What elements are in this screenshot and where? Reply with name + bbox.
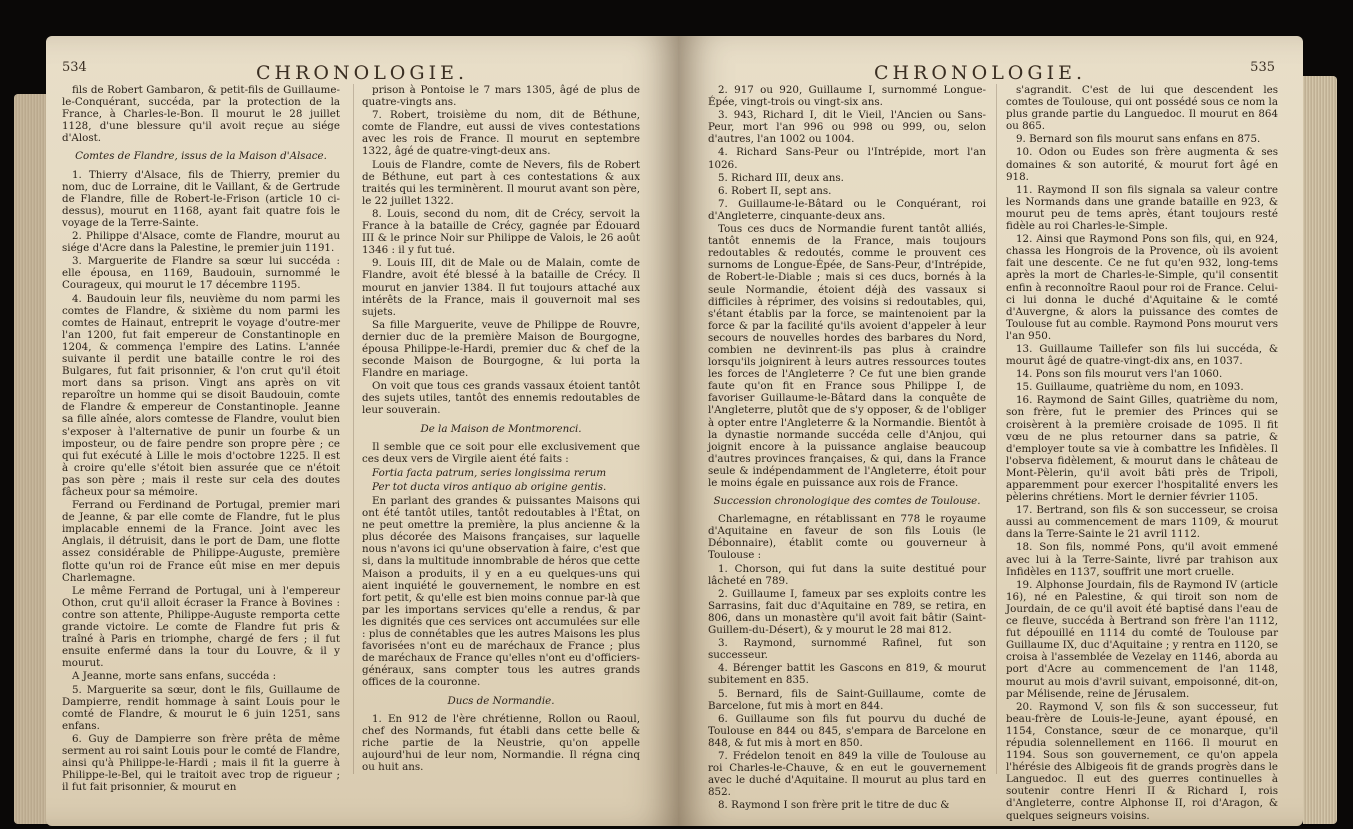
paragraph: 19. Alphonse Jourdain, fils de Raymond IV (article 16), né en Palestine, & qui tiroit son nom de Jourdain, de ce qu'il avoit été baptisé dans l'eau de ce fleuve, succéda à Bertrand son frère l'an 1112, fut dépouillé en 1114 du comté de Toulouse par Guillaume IX, duc d'Aquitaine ; y rentra en 1120, se croisa à l'assemblée de Vezelay en 1146, aborda au port d'Acre au commencement de l'an 1148, mourut au mois d'avril suivant, empoisonné, dit-on, par Mélisende, reine de Jérusalem. — [1006, 578, 1278, 700]
right-column-2 — [1006, 84, 1278, 823]
paragraph: Ferrand ou Ferdinand de Portugal, premier mari de Jeanne, & par elle comte de Flandre, fut le plus implacable ennemi de la France. Joint avec les Anglais, il détruisit, dans le port de Dam, une flotte assez considérable de Philippe-Auguste, première flotte qu'un roi de France eût mise en mer depuis Charlemagne. — [62, 499, 340, 584]
paragraph: 5. Marguerite sa sœur, dont le fils, Guillaume de Dampierre, rendit hommage à saint Louis pour le comté de Flandre, & mourut le 6 juin 1251, sans enfans. — [62, 683, 340, 732]
verse-quote: Per tot ducta viros antiquo ab origine gentis. — [372, 480, 607, 493]
paragraph: Louis de Flandre, comte de Nevers, fils de Robert de Béthune, eut part à ces contestations & aux traités qui les terminèrent. Il mourut avant son père, le 22 juillet 1322. — [362, 158, 640, 207]
paragraph: En parlant des grandes & puissantes Maisons qui ont été tantôt utiles, tantôt redoutables à l'État, on ne peut omettre la première, la plus ancienne & la plus décorée des Maisons françaises, sur laquelle nous n'avons ici qu'une observation à faire, c'est que si, dans la multitude innombrable de héros que cette Maison a produits, il y en a eu quelques-uns qui aient inquiété le gouvernement, le nombre en est fort petit, & qu'elle est bien moins connue par-là que par les importans services qu'elle a rendus, & par les dignités que ces services ont accumulées sur elle : plus de connétables que les autres Maisons les plus favorisées n'ont eu de maréchaux de France ; plus de maréchaux de France qu'elles n'ont eu d'officiers-généraux, sans compter tous les autres grands offices de la couronne. — [362, 495, 640, 689]
paragraph: 15. Guillaume, quatrième du nom, en 1093. — [1016, 381, 1244, 394]
paragraph: 3. 943, Richard I, dit le Vieil, l'Ancien ou Sans-Peur, mort l'an 996 ou 998 ou 999, ou, selon d'autres, l'an 1002 ou 1004. — [708, 109, 986, 146]
column-divider — [996, 84, 997, 774]
paragraph: 7. Frédelon tenoit en 849 la ville de Toulouse au roi Charles-le-Chauve, & en eut le gouvernement avec le duché d'Aquitaine. Il mourut au plus tard en 852. — [708, 749, 986, 799]
paragraph: 4. Bérenger battit les Gascons en 819, & mourut subitement en 835. — [708, 662, 986, 687]
paragraph: 1. En 912 de l'ère chrétienne, Rollon ou Raoul, chef des Normands, fut établi dans cette belle & riche partie de la Neustrie, qu'on appelle aujourd'hui de leur nom, Normandie. Il régna cinq ou huit ans. — [362, 712, 640, 773]
paragraph: 4. Baudouin leur fils, neuvième du nom parmi les comtes de Flandre, & sixième du nom parmi les comtes de Hainaut, entreprit le voyage d'outre-mer l'an 1200, fut fait empereur de Constantinople en 1204, & commença l'empire des Latins. L'année suivante il perdit une bataille contre le roi des Bulgares, fut fait prisonnier, & l'on crut qu'il étoit mort dans sa prison. Vingt ans après on vit reparoître un homme qui se disoit Baudouin, comte de Flandre & empereur de Constantinople. Jeanne sa fille aînée, alors comtesse de Flandre, voulut bien s'exposer à l'alternative de punir un fourbe & un imposteur, ou de faire pendre son propre père ; ce qui fut exécuté à Lille le mois d'octobre 1225. Il est à croire qu'elle s'étoit bien assurée que ce n'étoit pas son père ; mais il reste sur cela des doutes fâcheux pour sa mémoire. — [62, 292, 340, 498]
paragraph: 2. Philippe d'Alsace, comte de Flandre, mourut au siége d'Acre dans la Palestine, le premier juin 1191. — [62, 230, 340, 255]
right-page-edges — [1303, 76, 1337, 824]
paragraph: 12. Ainsi que Raymond Pons son fils, qui, en 924, chassa les Hongrois de la Provence, où ils avoient fait une descente. Ce ne fut qu'en 932, long-tems après la mort de Charles-le-Simple, qu'il consentit enfin à reconnoître Raoul pour roi de France. Celui-ci lui donna le duché d'Aquitaine & le comté d'Auvergne, & alors la puissance des comtes de Toulouse fut au comble. Raymond Pons mourut vers l'an 950. — [1006, 233, 1278, 342]
paragraph: 6. Guy de Dampierre son frère prêta de même serment au roi saint Louis pour le comté de Flandre, ainsi qu'à Philippe-le-Hardi ; mais il fit la guerre à Philippe-le-Bel, qui le traitoit avec trop de rigueur ; il fut fait prisonnier, & mourut en — [62, 732, 340, 794]
left-column-1 — [62, 84, 340, 794]
section-heading: Ducs de Normandie. — [447, 694, 555, 707]
paragraph: 6. Robert II, sept ans. — [718, 184, 832, 197]
open-book — [14, 36, 1337, 826]
paragraph: 17. Bertrand, son fils & son successeur, se croisa aussi au commencement de mars 1109, & mourut dans la Terre-Sainte le 21 avril 1112. — [1006, 504, 1278, 541]
paragraph: 2. 917 ou 920, Guillaume I, surnommé Longue-Épée, vingt-trois ou vingt-six ans. — [708, 84, 986, 109]
right-running-head: CHRONOLOGIE. — [874, 62, 1086, 84]
section-heading: Succession chronologique des comtes de Toulouse. — [713, 495, 981, 508]
left-column-2 — [362, 84, 640, 774]
paragraph: Le même Ferrand de Portugal, uni à l'empereur Othon, crut qu'il alloit écraser la France à Bovines : contre son attente, Philippe-Auguste remporta cette grande victoire. Le comte de Flandre fut pris & traîné à Paris en triomphe, chargé de fers ; il fut ensuite enfermé dans la tour du Louvre, & il y mourut. — [62, 584, 340, 670]
right-page — [678, 36, 1303, 826]
paragraph: 14. Pons son fils mourut vers l'an 1060. — [1016, 368, 1223, 381]
paragraph: 11. Raymond II son fils signala sa valeur contre les Normands dans une grande bataille en 923, & mourut peu de tems après, étant toujours resté fidèle au roi Charles-le-Simple. — [1006, 183, 1278, 233]
section-heading: Comtes de Flandre, issus de la Maison d'Alsace. — [75, 150, 327, 163]
paragraph: s'agrandit. C'est de lui que descendent les comtes de Toulouse, qui ont possédé sous ce nom la plus grande partie du Languedoc. Il mourut en 864 ou 865. — [1006, 84, 1278, 133]
paragraph: 3. Marguerite de Flandre sa sœur lui succéda : elle épousa, en 1169, Baudouin, surnommé le Courageux, qui mourut le 17 décembre 1195. — [62, 255, 340, 292]
paragraph: 13. Guillaume Taillefer son fils lui succéda, & mourut âgé de quatre-vingt-dix ans, en 1037. — [1006, 342, 1278, 368]
paragraph: 16. Raymond de Saint Gilles, quatrième du nom, son frère, fut le premier des Princes qui se croisèrent à la première croisade de 1095. Il fit vœu de ne plus retourner dans sa patrie, & d'employer toute sa vie à combattre les Infidèles. Il l'observa fidèlement, & mourut dans le château de Mont-Pèlerin, qu'il avoit bâti près de Tripoli, apparemment pour exercer l'hospitalité envers les pèlerins chrétiens. Mort le dernier février 1105. — [1006, 394, 1278, 504]
paragraph: 9. Bernard son fils mourut sans enfans en 875. — [1016, 133, 1261, 146]
paragraph: 4. Richard Sans-Peur ou l'Intrépide, mort l'an 1026. — [708, 146, 986, 171]
paragraph: 8. Raymond I son frère prit le titre de duc & — [718, 799, 950, 812]
left-running-head: CHRONOLOGIE. — [256, 62, 468, 84]
paragraph: 10. Odon ou Eudes son frère augmenta & ses domaines & son autorité, & mourut fort âgé en 918. — [1006, 146, 1278, 183]
left-page — [46, 36, 680, 826]
left-page-number: 534 — [62, 60, 87, 75]
paragraph: On voit que tous ces grands vassaux étoient tantôt des sujets utiles, tantôt des ennemis redoutables de leur souverain. — [362, 380, 640, 417]
paragraph: prison à Pontoise le 7 mars 1305, âgé de plus de quatre-vingts ans. — [362, 84, 640, 109]
paragraph: 3. Raymond, surnommé Rafinel, fut son successeur. — [708, 637, 986, 662]
paragraph: 20. Raymond V, son fils & son successeur, fut beau-frère de Louis-le-Jeune, ayant épousé, en 1154, Constance, sœur de ce monarque, qu'il répudia solennellement en 1166. Il mourut en 1194. Sous son gouvernement, ce qu'on appela l'hérésie des Albigeois fit de grands progrès dans le Languedoc. Il eut des guerres continuelles à soutenir contre Henri II & Richard I, rois d'Angleterre, contre Alphonse II, roi d'Aragon, & quelques seigneurs voisins. — [1006, 700, 1278, 822]
paragraph: 5. Bernard, fils de Saint-Guillaume, comte de Barcelone, fut mis à mort en 844. — [708, 687, 986, 712]
paragraph: fils de Robert Gambaron, & petit-fils de Guillaume-le-Conquérant, succéda, par la protection de la France, à Charles-le-Bon. Il mourut le 28 juillet 1128, d'une blessure qu'il avoit reçue au siége d'Alost. — [62, 84, 340, 145]
paragraph: Tous ces ducs de Normandie furent tantôt alliés, tantôt ennemis de la France, mais toujours redoutables & redoutés, comme le prouvent ces surnoms de Longue-Épée, de Sans-Peur, d'Intrépide, de Robert-le-Diable ; mais si ces ducs, bornés à la seule Normandie, étoient déjà des vassaux si difficiles à réprimer, des voisins si redoutables, qui, s'étant établis par la force, se maintenoient par la force & par la facilité qu'ils avoient d'appeler à leur secours de nouvelles hordes des barbares du Nord, combien ne devinrent-ils pas plus à craindre lorsqu'ils joignirent à leurs autres ressources toutes les forces de l'Angleterre ? Ce fut une bien grande faute qu'on fit en France sous Philippe I, de favoriser Guillaume-le-Bâtard dans la conquête de l'Angleterre, plutôt que de s'y opposer, & de l'obliger à opter entre l'Angleterre & la Normandie. Bientôt à la dynastie normande succéda celle d'Anjou, qui joignit encore à la puissance anglaise beaucoup d'autres provinces françaises, & qui, dans la France seule & indépendamment de l'Angleterre, étoit pour le moins égale en puissance aux rois de France. — [708, 223, 986, 489]
paragraph: 1. Chorson, qui fut dans la suite destitué pour lâcheté en 789. — [708, 562, 986, 587]
right-column-1 — [708, 84, 986, 812]
paragraph: 6. Guillaume son fils fut pourvu du duché de Toulouse en 844 ou 845, s'empara de Barcelone en 848, & fut mis à mort en 850. — [708, 712, 986, 749]
paragraph: 2. Guillaume I, fameux par ses exploits contre les Sarrasins, fait duc d'Aquitaine en 789, se retira, en 806, dans un monastère qu'il avoit fait bâtir (Saint-Guillem-du-Désert), & y mourut le 28 mai 812. — [708, 587, 986, 637]
column-divider — [353, 84, 354, 774]
right-page-number: 535 — [1250, 60, 1275, 75]
paragraph: 1. Thierry d'Alsace, fils de Thierry, premier du nom, duc de Lorraine, dit le Vaillant, & de Gertrude de Flandre, fille de Robert-le-Frison (article 10 ci-dessus), mourut en 1168, ayant fait quatre fois le voyage de la Terre-Sainte. — [62, 168, 340, 229]
paragraph: A Jeanne, morte sans enfans, succéda : — [72, 670, 277, 683]
paragraph: Sa fille Marguerite, veuve de Philippe de Rouvre, dernier duc de la première Maison de Bourgogne, épousa Philippe-le-Hardi, premier duc & chef de la seconde Maison de Bourgogne, & lui porta la Flandre en mariage. — [362, 318, 640, 380]
paragraph: 7. Robert, troisième du nom, dit de Béthune, comte de Flandre, eut aussi de vives contestations avec les rois de France. Il mourut en septembre 1322, âgé de quatre-vingt-deux ans. — [362, 109, 640, 158]
paragraph: Il semble que ce soit pour elle exclusivement que ces deux vers de Virgile aient été faits : — [362, 440, 640, 465]
paragraph: 9. Louis III, dit de Male ou de Malain, comte de Flandre, avoit été blessé à la bataille de Crécy. Il mourut en janvier 1384. Il fut toujours attaché aux intérêts de la France, mais il gouvernoit mal ses sujets. — [362, 257, 640, 318]
verse-quote: Fortia facta patrum, series longissima rerum — [372, 466, 607, 479]
paragraph: 7. Guillaume-le-Bâtard ou le Conquérant, roi d'Angleterre, cinquante-deux ans. — [708, 197, 986, 222]
paragraph: 18. Son fils, nommé Pons, qu'il avoit emmené avec lui à la Terre-Sainte, livré par trahison aux Infidèles en 1137, souffrit une mort cruelle. — [1006, 541, 1278, 578]
paragraph: 5. Richard III, deux ans. — [718, 171, 844, 184]
paragraph: Charlemagne, en rétablissant en 778 le royaume d'Aquitaine en faveur de son fils Louis (le Débonnaire), établit comte ou gouverneur à Toulouse : — [708, 513, 986, 562]
section-heading: De la Maison de Montmorenci. — [420, 422, 582, 435]
paragraph: 8. Louis, second du nom, dit de Crécy, servoit la France à la bataille de Crécy, gagnée par Édouard III & le prince Noir sur Philippe de Valois, le 26 août 1346 : il y fut tué. — [362, 207, 640, 257]
